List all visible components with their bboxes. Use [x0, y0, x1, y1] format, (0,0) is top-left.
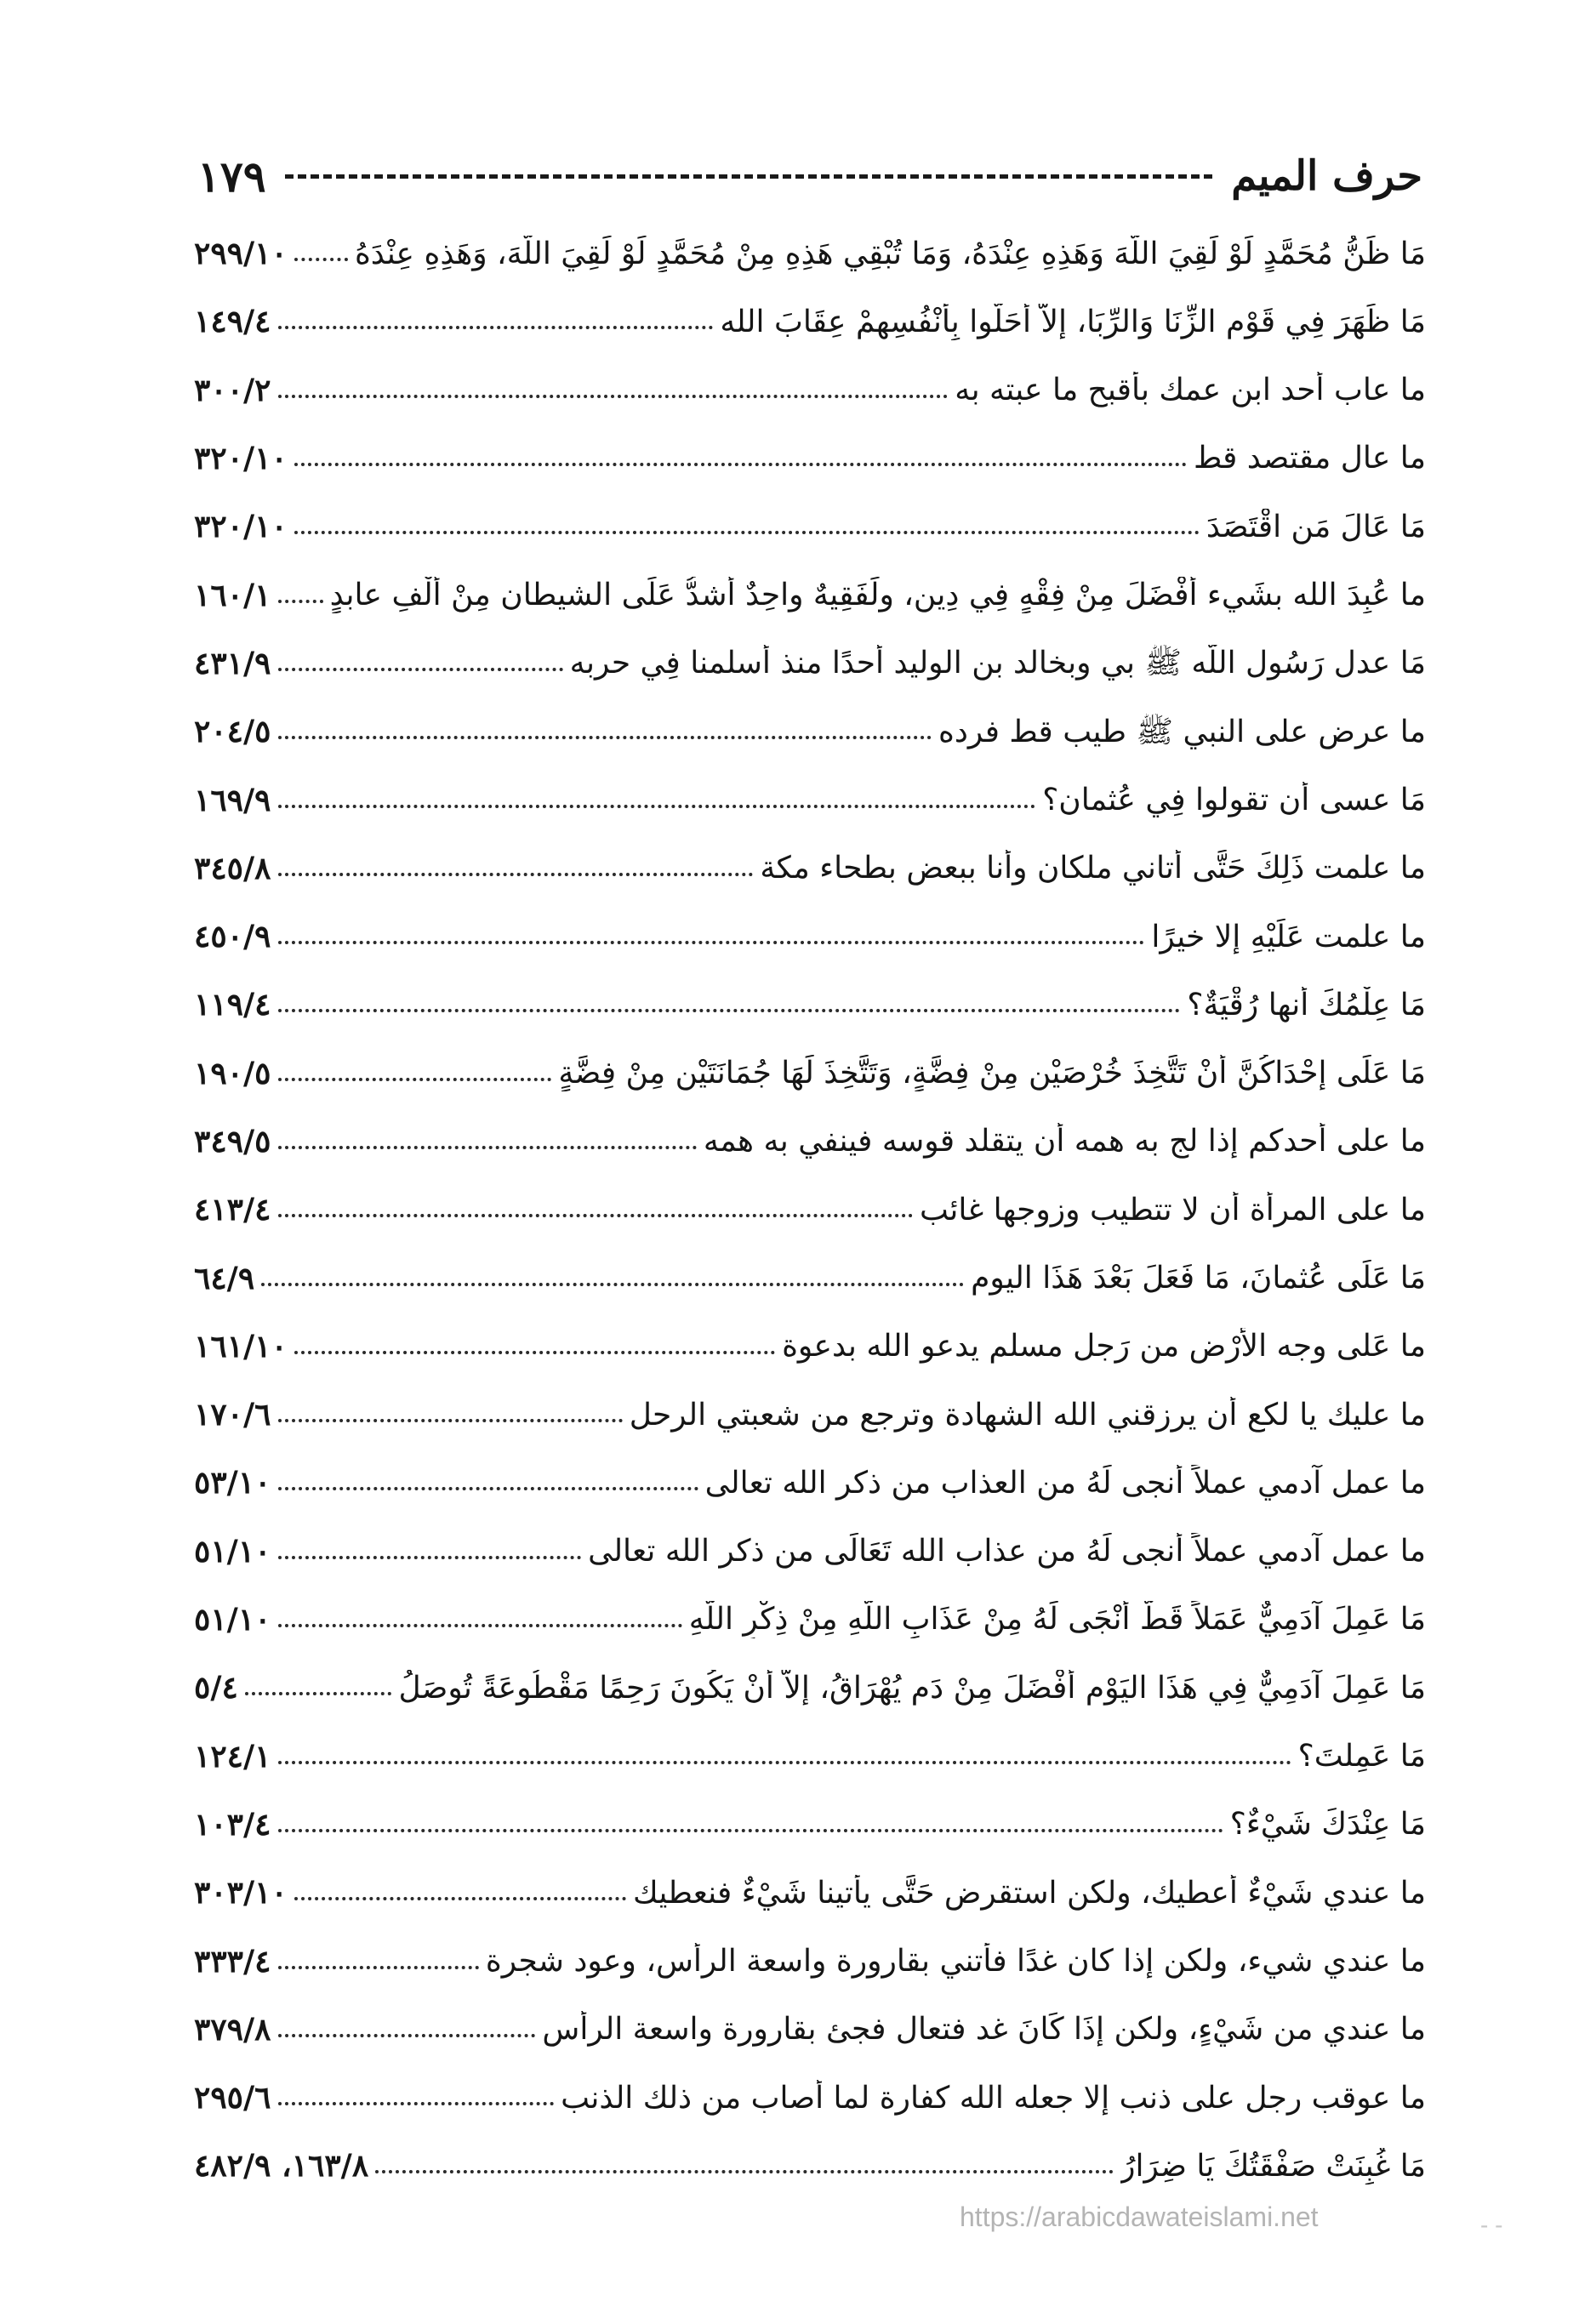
dotted-leader [278, 1556, 582, 1559]
index-entry [194, 424, 1426, 493]
dotted-leader [278, 326, 714, 329]
entry-text: مَا عَلَى إِحْدَاكُنَّ أَنْ تَتَّخِذَ خُرْصَيْنِ مِنْ فِضَّةٍ، وَتَتَّخِذَ لَهَا جُمَانَتَيْنِ مِنْ فِضَّةٍ [558, 1056, 1426, 1091]
index-entry [194, 561, 1426, 629]
entry-text: مَا عِنْدَكَ شَيْءٌ؟ [1229, 1807, 1426, 1843]
index-entry-list [194, 219, 1426, 2201]
dotted-leader [294, 463, 1187, 466]
entry-text: مَا غُبِنَتْ صَفْقَتُكَ يَا ضِرَارُ [1120, 2148, 1426, 2184]
index-entry [194, 1654, 1426, 1722]
dotted-leader [261, 1283, 964, 1286]
entry-text: ما عاب أحد ابن عمك بأقبح ما عبته به [955, 373, 1426, 408]
entry-reference: ١٧٠/٦ [194, 1397, 271, 1433]
entry-reference: ١٦٣/٨، ٤٨٢/٩ [194, 2148, 369, 2184]
index-entry [194, 219, 1426, 288]
dotted-leader [278, 736, 932, 739]
dotted-leader [278, 395, 949, 398]
entry-reference: ٦٤/٩ [194, 1260, 255, 1296]
entry-text: ما علمت عَلَيْهِ إلا خيرًا [1151, 919, 1426, 954]
corner-mark: - - [1480, 2212, 1503, 2238]
index-entry [194, 1108, 1426, 1176]
dotted-leader [278, 2034, 536, 2037]
index-entry [194, 1996, 1426, 2064]
dotted-leader [294, 531, 1200, 534]
section-title: حرف الميم [1231, 152, 1422, 200]
header-dashed-rule [285, 174, 1213, 179]
entry-reference: ٣٠٣/١٠ [194, 1875, 288, 1911]
index-entry [194, 1313, 1426, 1381]
index-entry [194, 1791, 1426, 1859]
entry-reference: ١٦١/١٠ [194, 1328, 288, 1364]
entry-reference: ١٢٤/١ [194, 1738, 271, 1774]
entry-text: ما عليك يا لكع أن يرزقني الله الشهادة وترجع من شعبتي الرحل [629, 1397, 1426, 1433]
entry-reference: ٤٥٠/٩ [194, 919, 271, 955]
entry-reference: ٥١/١٠ [194, 1602, 271, 1638]
index-entry [194, 2064, 1426, 2132]
index-entry [194, 629, 1426, 698]
entry-reference: ٣٠٠/٢ [194, 372, 271, 408]
entry-text: ما عوقب رجل على ذنب إلا جعله الله كفارة لما أصاب من ذلك الذنب [561, 2080, 1426, 2116]
entry-reference: ٤١٣/٤ [194, 1192, 271, 1228]
entry-text: مَا عدل رَسُول اللَّه ﷺ بي وبخالد بن الوليد أحدًا منذ أسلمنا فِي حربه [569, 646, 1426, 681]
watermark-url: https://arabicdawateislami.net [960, 2202, 1319, 2232]
entry-reference: ٤٣١/٩ [194, 645, 271, 681]
dotted-leader [278, 1214, 913, 1217]
index-entry [194, 1723, 1426, 1791]
entry-reference: ٣٢٠/١٠ [194, 441, 288, 477]
entry-text: ما عُبِدَ الله بشَيء أَفْضَلَ مِنْ فِقْهٍ فِي دِينٍ، ولَفَقِيهٌ واحِدٌ أشدُّ عَلَى الشيطان مِنْ أَلْفِ عابدٍ [329, 578, 1426, 613]
entry-text: مَا عسى أن تقولوا فِي عُثمان؟ [1042, 782, 1426, 817]
dotted-leader [278, 1487, 698, 1490]
index-entry [194, 1927, 1426, 1995]
index-entry [194, 1381, 1426, 1449]
entry-text: مَا عَمِلَ آدَمِيٌّ عَمَلاً قَطُّ أَنْجَى لَهُ مِنْ عَذَابِ اللَّهِ مِنْ ذِكْرِ اللَّهِ [688, 1602, 1426, 1638]
entry-text: مَا عَلَى عُثمانَ، مَا فَعَلَ بَعْدَ هَذَا اليومِ [971, 1261, 1426, 1296]
entry-reference: ٥٣/١٠ [194, 1465, 271, 1501]
index-entry [194, 1518, 1426, 1586]
index-entry [194, 698, 1426, 766]
entry-reference: ٢٩٥/٦ [194, 2080, 271, 2116]
page-number: ١٧٩ [197, 151, 266, 202]
index-entry [194, 971, 1426, 1039]
entry-reference: ٥١/١٠ [194, 1533, 271, 1569]
entry-text: مَا ظَهَرَ فِي قَوْمِ الزِّنَا وَالرِّبَا، إِلاَّ أَحَلُّوا بِأَنْفُسِهِمْ عِقَابَ الله [720, 304, 1426, 339]
entry-reference: ٣٧٩/٨ [194, 2011, 271, 2048]
entry-text: مَا عَالَ مَنِ اقْتَصَدَ [1206, 509, 1426, 544]
entry-reference: ١٩٠/٥ [194, 1055, 271, 1091]
entry-reference: ٢٠٤/٥ [194, 714, 271, 750]
dotted-leader [278, 1966, 479, 1969]
index-entry [194, 766, 1426, 834]
index-entry [194, 903, 1426, 971]
entry-reference: ١٦٩/٩ [194, 782, 271, 818]
dotted-leader [278, 1078, 552, 1081]
entry-reference: ٣٤٩/٥ [194, 1124, 271, 1159]
dotted-leader [278, 1829, 1223, 1832]
dotted-leader [278, 1009, 1181, 1012]
entry-reference: ٣٤٥/٨ [194, 850, 271, 886]
entry-text: مَا عِلْمُكَ أنها رُقْيَةٌ؟ [1187, 987, 1426, 1022]
page-header [197, 146, 1422, 206]
dotted-leader [294, 258, 348, 261]
dotted-leader [278, 1419, 623, 1422]
index-entry [194, 834, 1426, 903]
index-entry [194, 1859, 1426, 1927]
index-entry [194, 2132, 1426, 2200]
dotted-leader [278, 668, 563, 671]
dotted-leader [278, 1146, 697, 1149]
dotted-leader [278, 1624, 682, 1627]
dotted-leader [278, 873, 754, 876]
dotted-leader [278, 941, 1145, 944]
dotted-leader [294, 1351, 775, 1354]
entry-text: ما علمت ذَلِكَ حَتَّى أتاني ملكان وأنا ببعض بطحاء مكة [760, 851, 1426, 886]
index-entry [194, 493, 1426, 561]
index-entry [194, 1040, 1426, 1108]
entry-text: ما عمل آدمي عملاً أنجى لَهُ من العذاب من ذكر الله تعالى [704, 1465, 1426, 1501]
dotted-leader [278, 2102, 555, 2105]
entry-reference: ٣٢٠/١٠ [194, 509, 288, 545]
dotted-leader [294, 1897, 626, 1900]
index-entry [194, 1176, 1426, 1244]
dotted-leader [278, 805, 1036, 808]
entry-text: ما عمل آدمي عملاً أنجى لَهُ من عذاب الله تَعَالَى من ذكر الله تعالى [588, 1534, 1426, 1569]
entry-reference: ١٠٣/٤ [194, 1806, 271, 1843]
entry-reference: ١٤٩/٤ [194, 304, 271, 340]
entry-text: ما عال مقتصد قط [1193, 441, 1426, 476]
entry-text: ما على أحدكم إذا لج به همه أن يتقلد قوسه فينفي به همه [703, 1124, 1426, 1159]
dotted-leader [278, 1761, 1291, 1764]
entry-reference: ١٦٠/١ [194, 577, 271, 613]
entry-text: ما على المرأة أن لا تتطيب وزوجها غائب [919, 1192, 1426, 1228]
entry-text: ما عَلى وجه الأرْض من رَجل مسلم يدعو الله بدعوة [782, 1329, 1426, 1364]
entry-text: مَا ظَنُّ مُحَمَّدٍ لَوْ لَقِيَ اللَّهَ وَهَذِهِ عِنْدَهُ، وَمَا تُبْقِي هَذِهِ مِنْ مُحَمَّدٍ لَوْ لَقِيَ اللَّهَ، وَهَذِهِ عِنْدَهُ [354, 236, 1426, 271]
entry-text: ما عندي من شَيْءٍ، ولكن إِذَا كَانَ غد فتعال فجئ بقارورة واسعة الرأس [542, 2012, 1426, 2048]
entry-reference: ٣٣٣/٤ [194, 1943, 271, 1979]
entry-reference: ١١٩/٤ [194, 987, 271, 1023]
dotted-leader [278, 600, 323, 603]
dotted-leader [245, 1692, 392, 1695]
index-entry [194, 1449, 1426, 1517]
entry-reference: ٢٩٩/١٠ [194, 236, 288, 272]
entry-text: ما عرض على النبي ﷺ طيب قط فرده [938, 714, 1426, 749]
entry-text: مَا عَمِلَ آدَمِيٌّ فِي هَذَا اليَوْمِ أَفْضَلَ مِنْ دَمٍ يُهْرَاقُ، إِلاَّ أَنْ يَكُونَ رَحِمًا مَقْطُوعَةً تُوصَلُ [398, 1670, 1426, 1706]
entry-text: ما عندي شَيْءٌ أعطيك، ولكن استقرض حَتَّى يأتينا شَيْءٌ فنعطيك [633, 1875, 1426, 1911]
entry-text: مَا عَمِلتَ؟ [1297, 1739, 1426, 1774]
dotted-leader [375, 2170, 1114, 2173]
index-entry [194, 288, 1426, 356]
entry-text: ما عندي شيء، ولكن إذا كان غدًا فأتني بقارورة واسعة الرأس، وعود شجرة [485, 1943, 1426, 1979]
index-entry [194, 1244, 1426, 1312]
entry-reference: ٥/٤ [194, 1670, 238, 1706]
index-entry [194, 1586, 1426, 1654]
index-entry [194, 356, 1426, 424]
